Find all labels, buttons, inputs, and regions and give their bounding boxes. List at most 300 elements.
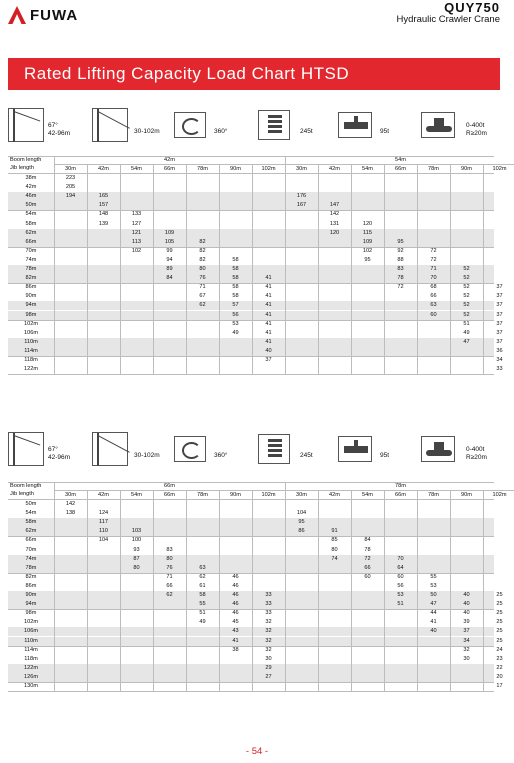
row-length-cell: 50m [25,202,37,209]
header-divider [54,164,514,165]
table-row [8,301,503,310]
column-divider [186,490,187,691]
capacity-cell [219,229,252,238]
capacity-cell [219,655,252,664]
capacity-cell [351,201,384,210]
page-number: - 54 - [245,746,269,757]
capacity-cell: 25 [496,610,503,617]
capacity-cell [285,183,318,192]
capacity-cell [351,591,384,600]
table-row [8,210,494,219]
capacity-cell: 103 [131,528,142,535]
capacity-cell [384,183,417,192]
capacity-cell [87,618,120,627]
capacity-cell [219,518,252,527]
capacity-cell: 84 [166,275,173,282]
capacity-cell [351,347,384,356]
capacity-cell [417,527,450,536]
boom-configuration-icon [92,432,128,466]
capacity-cell: 120 [329,229,340,236]
capacity-cell [219,356,252,365]
column-divider [153,164,154,374]
table-top-border [8,482,494,483]
capacity-cell: 53 [397,592,404,598]
capacity-cell [384,174,417,183]
capacity-cell [252,564,285,573]
capacity-cell: 41 [265,302,272,309]
row-length-cell: 130m [24,683,38,689]
capacity-cell: 37 [496,320,503,327]
capacity-cell [483,192,514,201]
capacity-cell [285,301,318,310]
capacity-cell [285,582,318,591]
capacity-cell [483,509,514,518]
capacity-cell: 82 [199,238,206,245]
capacity-cell: 78 [364,546,371,553]
table-row [8,274,494,283]
capacity-cell [186,527,219,536]
capacity-cell [483,210,514,219]
counterweight-icon [258,434,290,464]
jib-column-header: 66m [395,492,406,498]
capacity-cell [450,536,483,545]
capacity-cell: 41 [265,284,272,291]
capacity-cell: 86 [298,528,305,535]
capacity-cell [54,564,87,573]
capacity-cell [483,229,514,238]
capacity-cell [384,192,417,201]
capacity-cell [450,518,483,527]
table-row [8,356,503,365]
capacity-cell: 70 [397,555,404,562]
capacity-cell: 46 [232,592,239,598]
capacity-cell [54,536,87,545]
column-divider [384,490,385,691]
jib-length-label: Jib length [10,165,34,171]
row-length-cell: 90m [25,293,37,300]
capacity-cell [483,527,514,536]
capacity-cell [285,500,318,509]
capacity-cell: 45 [232,619,239,626]
capacity-cell [285,220,318,229]
jib-configuration-icon [8,108,44,142]
capacity-cell [318,329,351,338]
capacity-cell: 93 [133,546,140,553]
capacity-cell [450,192,483,201]
radius-label: R≥20m [466,130,487,137]
capacity-cell [120,329,153,338]
capacity-cell [219,673,252,682]
capacity-cell [417,220,450,229]
boom-length-label: Boom length [10,483,42,489]
capacity-cell [120,682,153,691]
capacity-cell: 66 [364,564,371,571]
capacity-cell [384,356,417,365]
capacity-cell [417,365,450,374]
row-length-cell: 94m [25,302,37,309]
table-row [8,618,503,627]
capacity-cell: 85 [331,537,338,544]
table-row [8,174,494,183]
capacity-cell [318,356,351,365]
capacity-cell [120,618,153,627]
carbody-counterweight-icon [338,112,372,138]
capacity-cell: 205 [65,184,76,191]
capacity-cell: 52 [463,311,470,318]
capacity-cell [54,274,87,283]
capacity-cell: 30 [463,655,470,662]
row-length-cell: 82m [25,573,37,580]
track-load-label: 0-400t [466,446,485,453]
capacity-cell [384,609,417,618]
capacity-cell [120,301,153,310]
capacity-cell [120,174,153,183]
capacity-cell: 43 [232,628,239,635]
capacity-cell [351,301,384,310]
capacity-cell [252,509,285,518]
column-divider [252,490,253,691]
capacity-cell [186,365,219,374]
capacity-cell [318,600,351,609]
capacity-cell [351,582,384,591]
capacity-cell: 37 [496,284,503,291]
capacity-cell: 41 [265,275,272,282]
capacity-cell: 102 [362,247,373,254]
capacity-cell [54,256,87,265]
capacity-cell [120,646,153,655]
capacity-cell [186,500,219,509]
capacity-cell [483,256,514,265]
capacity-cell: 52 [463,293,470,300]
capacity-cell [417,210,450,219]
capacity-cell [54,238,87,247]
capacity-cell: 49 [199,619,206,626]
jib-column-header: 42m [98,166,109,172]
capacity-cell [384,655,417,664]
capacity-cell [186,682,219,691]
capacity-cell: 104 [98,537,109,544]
capacity-cell [450,174,483,183]
capacity-cell [87,320,120,329]
capacity-cell [318,265,351,274]
table-row [8,256,494,265]
column-divider [120,164,121,374]
capacity-cell [483,564,514,573]
capacity-cell: 40 [463,610,470,617]
row-length-cell: 106m [24,628,38,635]
capacity-cell [285,682,318,691]
table-row [8,292,503,301]
capacity-cell: 60 [430,311,437,318]
jib-column-header: 102m [261,492,276,498]
capacity-cell [153,682,186,691]
capacity-cell [351,365,384,374]
table-row [8,664,503,673]
fuwa-logo-icon [8,6,26,24]
capacity-cell [417,664,450,673]
capacity-cell [318,347,351,356]
column-divider [219,490,220,691]
table-row [8,500,494,509]
capacity-cell [384,546,417,555]
capacity-cell [186,329,219,338]
capacity-cell [351,283,384,292]
jib-column-header: 54m [131,166,142,172]
jib-configuration-icon [8,432,44,466]
boom-group-header: 78m [395,483,406,489]
capacity-cell: 34 [496,357,503,363]
table-row [8,509,494,518]
capacity-cell [120,365,153,374]
column-divider [54,156,55,374]
capacity-cell [318,365,351,374]
config-icon-row [0,108,514,148]
capacity-cell [351,500,384,509]
capacity-cell [120,518,153,527]
capacity-cell: 133 [131,211,142,218]
column-divider [483,164,484,374]
capacity-cell [87,682,120,691]
table-row [8,320,503,329]
capacity-cell [252,582,285,591]
row-length-cell: 86m [25,284,37,291]
table-row [8,338,503,347]
capacity-cell [219,564,252,573]
capacity-cell: 33 [496,366,503,373]
capacity-cell [318,192,351,201]
capacity-cell [318,582,351,591]
capacity-cell [87,546,120,555]
capacity-cell [483,247,514,256]
capacity-cell: 121 [131,229,142,236]
capacity-cell: 58 [199,592,206,598]
capacity-cell [54,292,87,301]
capacity-cell: 95 [364,256,371,263]
capacity-cell: 58 [232,275,239,282]
capacity-cell [186,555,219,564]
capacity-cell [186,229,219,238]
capacity-cell: 51 [199,610,206,617]
capacity-cell [351,609,384,618]
table-bottom-border [8,374,494,375]
capacity-cell [252,500,285,509]
capacity-cell [219,192,252,201]
jib-column-header: 54m [131,492,142,498]
capacity-cell [120,183,153,192]
capacity-cell [384,682,417,691]
capacity-cell [87,265,120,274]
capacity-cell [318,637,351,646]
capacity-cell [351,618,384,627]
capacity-cell [87,247,120,256]
capacity-cell: 25 [496,592,503,598]
capacity-cell [54,618,87,627]
capacity-cell [384,338,417,347]
slew-label: 360° [214,452,228,459]
capacity-cell: 46 [232,601,239,608]
carbody-label: 95t [380,452,390,459]
capacity-cell: 113 [132,238,141,245]
capacity-cell [252,247,285,256]
capacity-cell [87,274,120,283]
capacity-cell [186,509,219,518]
capacity-cell: 102 [131,247,142,254]
jib-column-header: 42m [329,166,340,172]
capacity-cell: 41 [430,619,437,626]
counterweight-label: 245t [300,452,313,459]
capacity-cell [120,609,153,618]
capacity-cell [252,555,285,564]
capacity-cell: 25 [496,601,503,608]
capacity-cell: 41 [265,338,272,345]
table-row [8,682,503,691]
capacity-cell [285,274,318,283]
capacity-cell [87,646,120,655]
capacity-cell [54,673,87,682]
capacity-cell: 66 [430,293,437,300]
capacity-cell: 76 [166,564,173,571]
capacity-cell [252,192,285,201]
capacity-cell [384,664,417,673]
capacity-cell [285,609,318,618]
row-length-cell: 110m [24,637,38,644]
capacity-cell [384,527,417,536]
capacity-cell: 58 [232,266,239,272]
capacity-cell: 80 [199,266,206,272]
capacity-cell [450,509,483,518]
capacity-cell: 104 [296,510,307,517]
row-length-cell: 42m [25,184,37,191]
capacity-cell [120,356,153,365]
jib-column-header: 90m [230,166,241,172]
capacity-cell [285,238,318,247]
row-length-cell: 106m [24,329,38,336]
capacity-cell: 105 [164,238,175,245]
capacity-cell [483,274,514,283]
row-length-cell: 98m [25,311,37,318]
capacity-cell [285,247,318,256]
capacity-cell [219,183,252,192]
capacity-cell [186,338,219,347]
capacity-cell: 88 [397,256,404,263]
capacity-cell [384,673,417,682]
capacity-cell [450,664,483,673]
capacity-cell [54,600,87,609]
capacity-cell [285,600,318,609]
table-row [8,555,494,564]
capacity-cell [252,238,285,247]
capacity-cell [285,664,318,673]
capacity-cell [384,311,417,320]
capacity-cell: 62 [199,573,206,580]
capacity-cell [285,555,318,564]
capacity-cell [87,329,120,338]
capacity-cell [54,573,87,582]
capacity-cell [450,347,483,356]
capacity-cell [54,527,87,536]
capacity-cell [351,320,384,329]
column-divider [318,164,319,374]
capacity-cell: 25 [496,628,503,635]
capacity-cell [153,320,186,329]
capacity-cell [120,509,153,518]
capacity-cell [54,365,87,374]
capacity-cell [120,311,153,320]
capacity-cell [186,546,219,555]
capacity-cell [351,682,384,691]
capacity-cell [351,673,384,682]
capacity-cell [351,274,384,283]
jib-column-header: 102m [492,166,507,172]
table-row [8,365,503,374]
capacity-cell: 82 [199,247,206,254]
table-row [8,229,494,238]
capacity-cell [153,329,186,338]
capacity-cell: 20 [496,673,503,680]
capacity-cell [285,256,318,265]
capacity-cell [120,591,153,600]
capacity-cell: 33 [265,601,272,608]
column-divider [87,164,88,374]
capacity-cell [450,682,483,691]
capacity-cell: 127 [131,220,142,227]
capacity-cell: 117 [99,519,108,526]
row-length-cell: 82m [25,275,37,282]
column-divider [450,490,451,691]
capacity-cell: 37 [496,329,503,336]
capacity-cell [87,637,120,646]
jib-range-label: 42-96m [48,454,71,461]
capacity-cell [120,573,153,582]
capacity-cell [153,347,186,356]
capacity-cell [318,509,351,518]
capacity-cell: 72 [364,555,371,562]
capacity-cell [483,238,514,247]
capacity-cell [153,220,186,229]
header-divider [54,490,514,491]
row-length-cell: 62m [25,229,37,236]
capacity-cell [417,192,450,201]
capacity-cell [186,646,219,655]
capacity-cell [318,283,351,292]
capacity-cell: 38 [232,646,239,653]
capacity-cell [318,573,351,582]
capacity-cell [351,527,384,536]
capacity-cell [384,365,417,374]
capacity-cell [186,320,219,329]
row-length-cell: 58m [25,519,37,526]
table-row [8,609,503,618]
boom-group-header: 54m [395,157,406,163]
table-row [8,192,494,201]
capacity-cell [351,265,384,274]
capacity-cell [87,500,120,509]
capacity-cell [54,646,87,655]
capacity-cell [450,201,483,210]
capacity-cell [450,500,483,509]
row-length-cell: 114m [24,646,38,653]
capacity-cell: 72 [397,284,404,291]
capacity-cell: 72 [430,256,437,263]
capacity-cell [384,627,417,636]
capacity-cell: 52 [463,284,470,291]
jib-column-header: 78m [197,492,208,498]
row-length-cell: 102m [24,320,38,327]
capacity-cell: 91 [331,528,338,535]
capacity-cell [87,365,120,374]
capacity-cell [351,664,384,673]
capacity-cell: 44 [430,610,437,617]
